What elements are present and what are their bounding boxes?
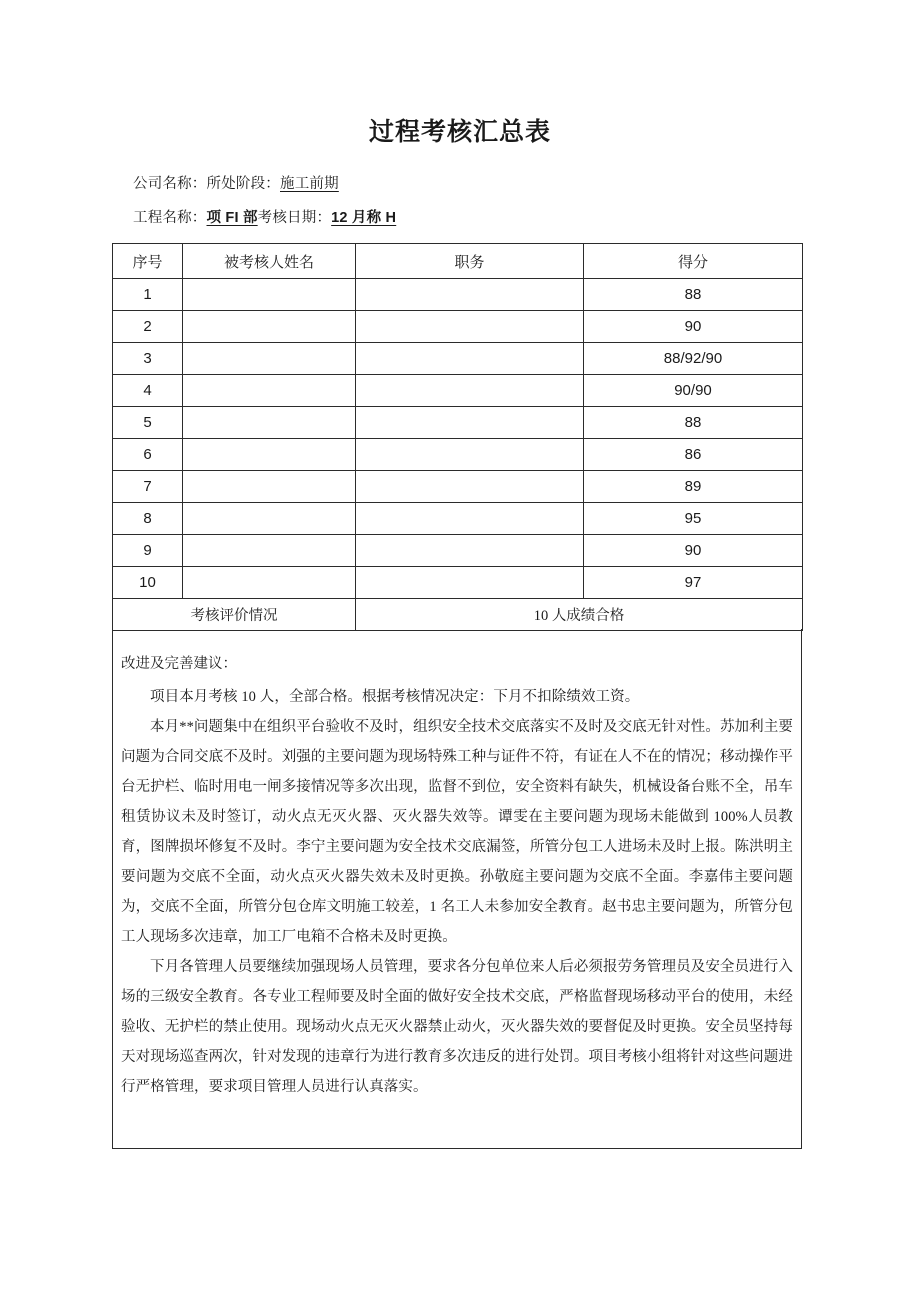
row-score: 88 (584, 407, 803, 439)
row-name (183, 567, 356, 599)
column-header-name: 被考核人姓名 (183, 244, 356, 279)
column-header-no: 序号 (113, 244, 183, 279)
row-name (183, 471, 356, 503)
row-no: 2 (113, 311, 183, 343)
table-row (113, 503, 803, 535)
row-score: 88 (584, 279, 803, 311)
meta-row-project-date (133, 206, 396, 227)
row-post (356, 375, 584, 407)
row-score: 88/92/90 (584, 343, 803, 375)
row-name (183, 407, 356, 439)
table-row (113, 535, 803, 567)
row-name (183, 375, 356, 407)
table-row (113, 471, 803, 503)
row-no: 6 (113, 439, 183, 471)
stage-label: 所处阶段： (206, 176, 280, 192)
summary-row (113, 599, 803, 631)
row-no: 5 (113, 407, 183, 439)
row-post (356, 503, 584, 535)
project-name-label: 工程名称： (133, 210, 207, 226)
stage-value: 施工前期 (280, 176, 339, 192)
notes-paragraph: 项目本月考核 10 人，全部合格。根据考核情况决定：下月不扣除绩效工资。 (150, 688, 640, 705)
row-no: 10 (113, 567, 183, 599)
table-row (113, 567, 803, 599)
table-row (113, 343, 803, 375)
table-row (113, 311, 803, 343)
improvement-notes-box (112, 629, 802, 1149)
row-score: 95 (584, 503, 803, 535)
row-no: 1 (113, 279, 183, 311)
summary-label: 考核评价情况 (113, 599, 356, 631)
row-score: 90 (584, 311, 803, 343)
table-row (113, 279, 803, 311)
row-no: 4 (113, 375, 183, 407)
notes-paragraph: 下月各管理人员要继续加强现场人员管理，要求各分包单位来人后必须报劳务管理员及安全员进行入场的三级安全教育。各专业工程师要及时全面的做好安全技术交底，严格监督现场移动平台的使用，未经验收、无护栏的禁止使用。现场动火点无灭火器禁止动火，灭火器失效的要督促及时更换。安全员坚持每天对现场巡查两次，针对发现的违章行为进行教育多次违反的进行处罚。项目考核小组将针对这些问题进行严格管理，要求项目管理人员进行认真落实。 (121, 958, 793, 1095)
row-name (183, 343, 356, 375)
column-header-post: 职务 (356, 244, 584, 279)
row-post (356, 535, 584, 567)
row-no: 8 (113, 503, 183, 535)
row-no: 7 (113, 471, 183, 503)
row-name (183, 503, 356, 535)
summary-value: 10 人成绩合格 (356, 599, 803, 631)
row-name (183, 279, 356, 311)
table-row (113, 407, 803, 439)
row-post (356, 311, 584, 343)
table-body (113, 279, 803, 631)
notes-heading: 改进及完善建议： (121, 656, 237, 672)
row-post (356, 407, 584, 439)
page-title: 过程考核汇总表 (368, 119, 551, 146)
column-header-score: 得分 (584, 244, 803, 279)
table-header-row (113, 244, 803, 279)
row-post (356, 343, 584, 375)
assessment-date-value: 12 月称 H (331, 210, 397, 226)
row-post (356, 471, 584, 503)
project-name-value: 项 FI 部 (206, 210, 258, 226)
table-row (113, 375, 803, 407)
row-post (356, 567, 584, 599)
table-row (113, 439, 803, 471)
row-post (356, 279, 584, 311)
row-score: 90/90 (584, 375, 803, 407)
row-name (183, 535, 356, 567)
row-no: 9 (113, 535, 183, 567)
assessment-table (112, 243, 803, 631)
notes-paragraph: 本月**问题集中在组织平台验收不及时，组织安全技术交底落实不及时及交底无针对性。苏加利主要问题为合同交底不及时。刘强的主要问题为现场特殊工种与证件不符，有证在人不在的情况；移动操作平台无护栏、临时用电一闸多接情况等多次出现，监督不到位，安全资料有缺失，机械设备台账不全，吊车租赁协议未及时签订，动火点无灭火器、灭火器失效等。谭雯在主要问题为现场未能做到 100%人员教育，图牌损坏修复不及时。李宁主要问题为安全技术交底漏签，所管分包工人进场未及时上报。陈洪明主要问题为交底不全面，动火点灭火器失效未及时更换。孙敬庭主要问题为交底不全面。李嘉伟主要问题为，交底不全面，所管分包仓库文明施工较差，1 名工人未参加安全教育。赵书忠主要问题为，所管分包工人现场多次违章，加工厂电箱不合格未及时更换。 (121, 718, 793, 945)
row-name (183, 439, 356, 471)
row-score: 90 (584, 535, 803, 567)
row-score: 97 (584, 567, 803, 599)
row-score: 86 (584, 439, 803, 471)
row-score: 89 (584, 471, 803, 503)
assessment-date-label: 考核日期： (257, 210, 332, 226)
row-post (356, 439, 584, 471)
row-name (183, 311, 356, 343)
company-name-label: 公司名称： (133, 176, 207, 192)
meta-row-company-stage (133, 172, 339, 193)
row-no: 3 (113, 343, 183, 375)
